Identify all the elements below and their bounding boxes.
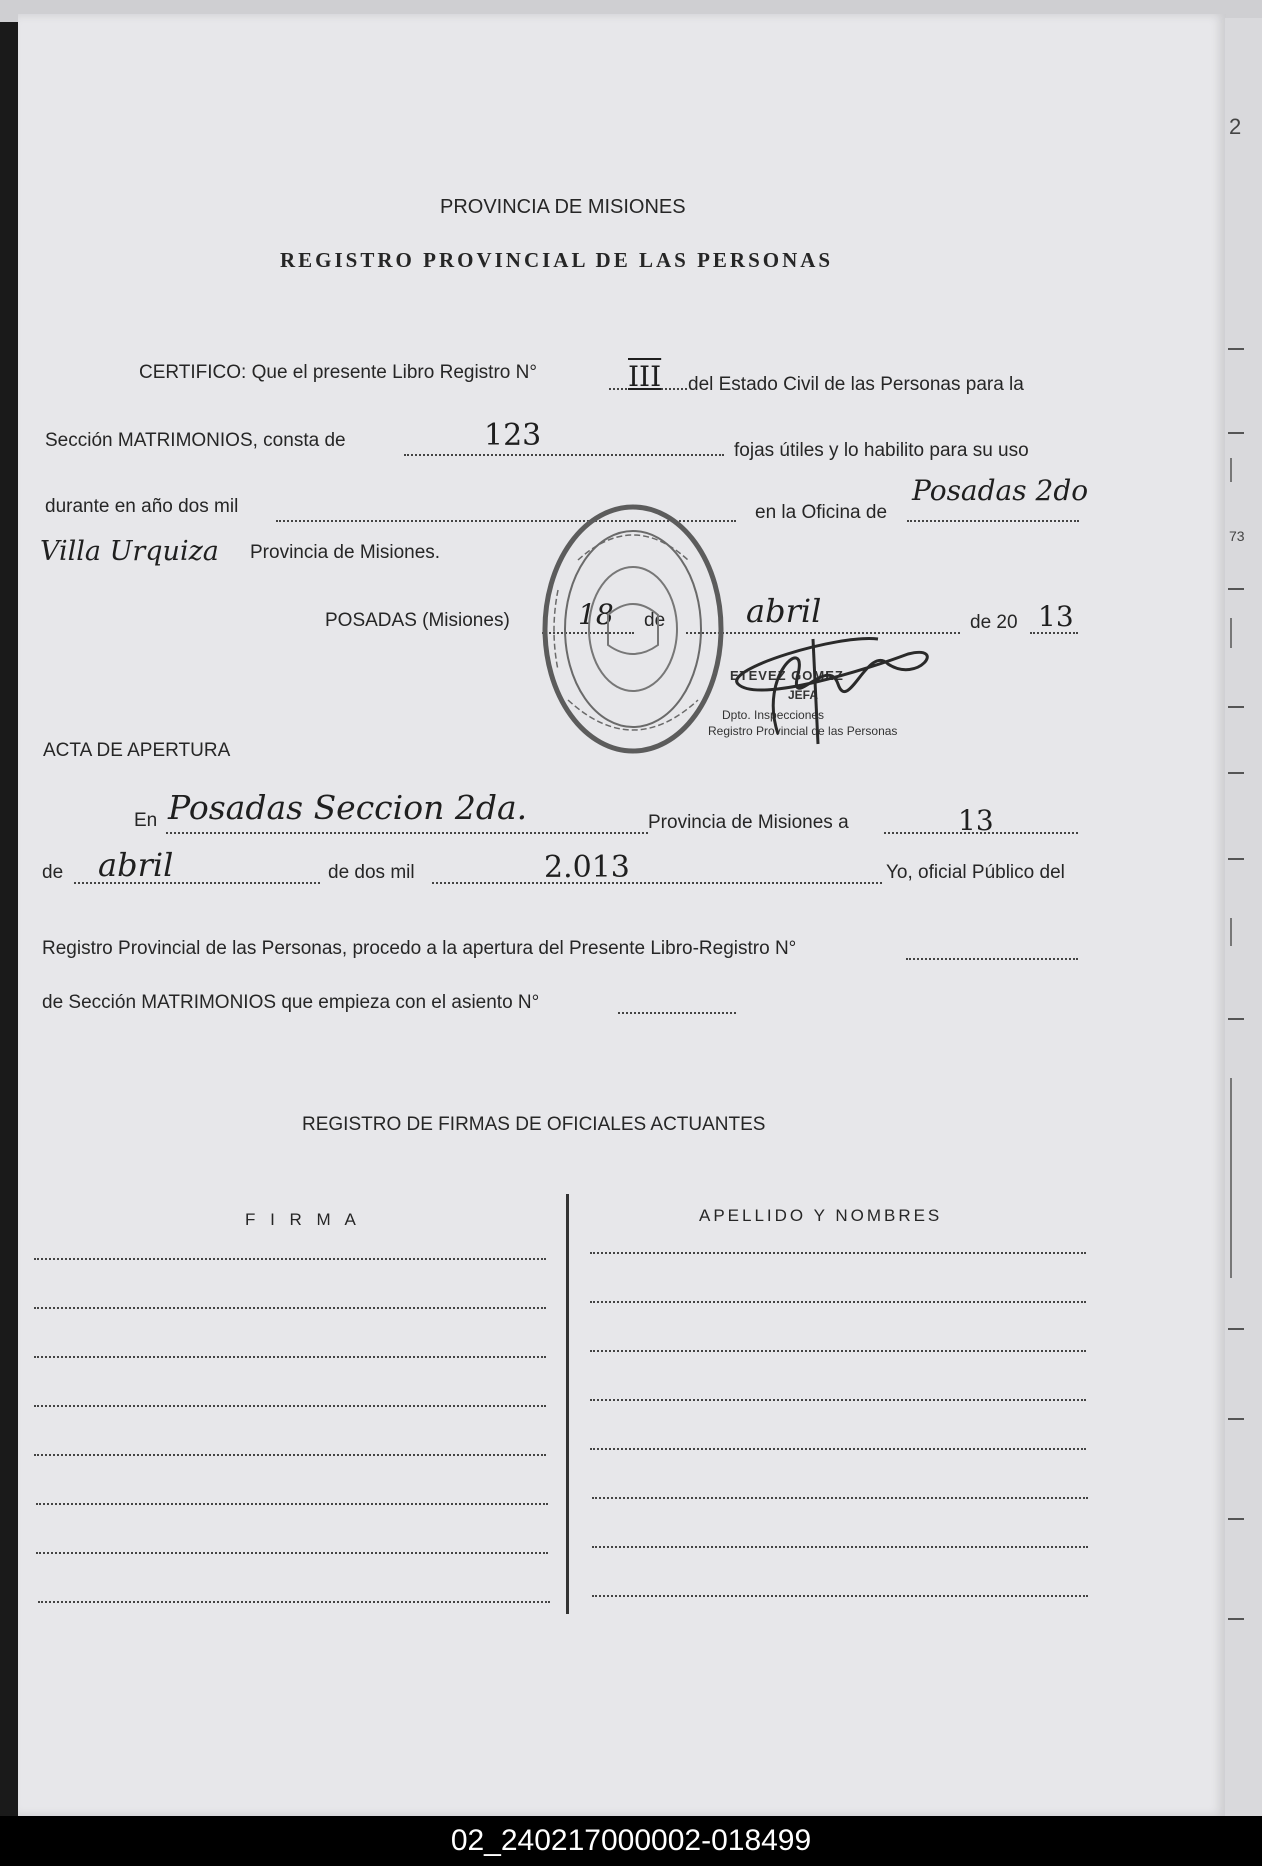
- edge-vline: [1230, 918, 1232, 946]
- opening-line3: Registro Provincial de las Personas, procedo a la apertura del Presente Libro-Registro N°: [42, 938, 797, 959]
- edge-tick: [1228, 1328, 1244, 1330]
- cert-line3-b: en la Oficina de: [755, 502, 888, 523]
- registry-heading: REGISTRO PROVINCIAL DE LAS PERSONAS: [280, 248, 834, 272]
- cert-line4-b: Provincia de Misiones.: [250, 542, 441, 563]
- name-line: [590, 1448, 1086, 1450]
- pages-count-handwritten: 123: [484, 418, 542, 453]
- signer-title: JEFA: [788, 688, 819, 702]
- signature-line: [34, 1307, 546, 1309]
- opening-line4: de Sección MATRIMONIOS que empieza con el asiento N°: [42, 992, 540, 1013]
- cert-line1-a: CERTIFICO: Que el presente Libro Registro N°: [139, 362, 537, 383]
- signature-line: [36, 1552, 548, 1554]
- signer-line1: Dpto. Inspecciones: [722, 708, 825, 722]
- opening-place-dots: [166, 832, 648, 834]
- pages-count-dots: [404, 454, 724, 456]
- opening-month-handwritten: abril: [98, 846, 174, 884]
- cert-line3-a: durante en año dos mil: [45, 496, 239, 517]
- opening-day-handwritten: 13: [958, 804, 994, 837]
- place-label: POSADAS (Misiones): [325, 610, 510, 631]
- edge-tick: [1228, 588, 1244, 590]
- cert-line2-a: Sección MATRIMONIOS, consta de: [45, 430, 346, 451]
- month-handwritten: abril: [746, 592, 822, 630]
- year-label: de 20: [970, 612, 1018, 633]
- edge-vline: [1230, 1078, 1232, 1278]
- edge-tick: [1228, 858, 1244, 860]
- name-line: [590, 1399, 1086, 1401]
- opening-year-handwritten: 2.013: [544, 850, 630, 885]
- signature-line: [34, 1356, 546, 1358]
- opening-province-label: Provincia de Misiones a: [648, 812, 849, 833]
- signatures-title: REGISTRO DE FIRMAS DE OFICIALES ACTUANTES: [302, 1114, 766, 1135]
- cert-line2-b: fojas útiles y lo habilito para su uso: [734, 440, 1029, 461]
- de-label: de: [644, 610, 666, 631]
- image-caption: 02_240217000002-018499: [0, 1816, 1262, 1866]
- signature-line: [34, 1454, 546, 1456]
- location-handwritten: Villa Urquiza: [40, 536, 219, 567]
- signature-line: [36, 1503, 548, 1505]
- day-handwritten: 18: [578, 598, 614, 631]
- edge-tick: [1228, 1418, 1244, 1420]
- signature-line: [34, 1405, 546, 1407]
- edge-mark-73: 73: [1229, 528, 1245, 544]
- opening-place-handwritten: Posadas Seccion 2da.: [168, 788, 528, 827]
- opening-dos-mil-label: de dos mil: [328, 862, 415, 883]
- name-line: [590, 1350, 1086, 1352]
- office-handwritten: Posadas 2do: [912, 474, 1089, 507]
- signature-column-title: F I R M A: [245, 1210, 361, 1229]
- opening-en-label: En: [134, 810, 158, 831]
- names-column-title: APELLIDO Y NOMBRES: [699, 1206, 943, 1225]
- edge-tick: [1228, 348, 1244, 350]
- signer-line2: Registro Provincial de las Personas: [708, 724, 898, 738]
- opening-entry-dots: [618, 1012, 736, 1014]
- official-seal: [538, 500, 728, 763]
- year-handwritten: 13: [1038, 600, 1074, 633]
- document-page: [18, 14, 1226, 1816]
- opening-de-label: de: [42, 862, 64, 883]
- edge-tick: [1228, 772, 1244, 774]
- edge-page-number: 2: [1229, 114, 1242, 139]
- signature-scribble-icon: [718, 614, 958, 754]
- edge-tick: [1228, 1618, 1244, 1620]
- province-heading: PROVINCIA DE MISIONES: [440, 196, 686, 218]
- edge-vline: [1230, 618, 1232, 648]
- name-line: [592, 1546, 1088, 1548]
- book-number-handwritten: III: [628, 360, 662, 393]
- edge-tick: [1228, 706, 1244, 708]
- signature-line: [34, 1258, 546, 1260]
- edge-vline: [1230, 458, 1232, 482]
- signer-name: ETEVEZ GOMEZ: [730, 668, 844, 683]
- seal-oval-icon: [538, 500, 728, 758]
- column-divider: [566, 1194, 569, 1614]
- opening-title: ACTA DE APERTURA: [43, 740, 231, 761]
- signature-line: [38, 1601, 550, 1603]
- opening-yo-label: Yo, oficial Público del: [886, 862, 1065, 883]
- name-line: [592, 1595, 1088, 1597]
- cert-line1-b: del Estado Civil de las Personas para la: [688, 374, 1024, 395]
- opening-book-dots: [906, 958, 1078, 960]
- edge-tick: [1228, 432, 1244, 434]
- adjacent-page-marks: [1226, 18, 1260, 1816]
- edge-tick: [1228, 1518, 1244, 1520]
- office-dots: [907, 520, 1079, 522]
- name-line: [592, 1497, 1088, 1499]
- handwritten-signature: [718, 614, 958, 759]
- edge-tick: [1228, 1018, 1244, 1020]
- name-line: [590, 1252, 1086, 1254]
- opening-year-dots: [432, 882, 882, 884]
- name-line: [590, 1301, 1086, 1303]
